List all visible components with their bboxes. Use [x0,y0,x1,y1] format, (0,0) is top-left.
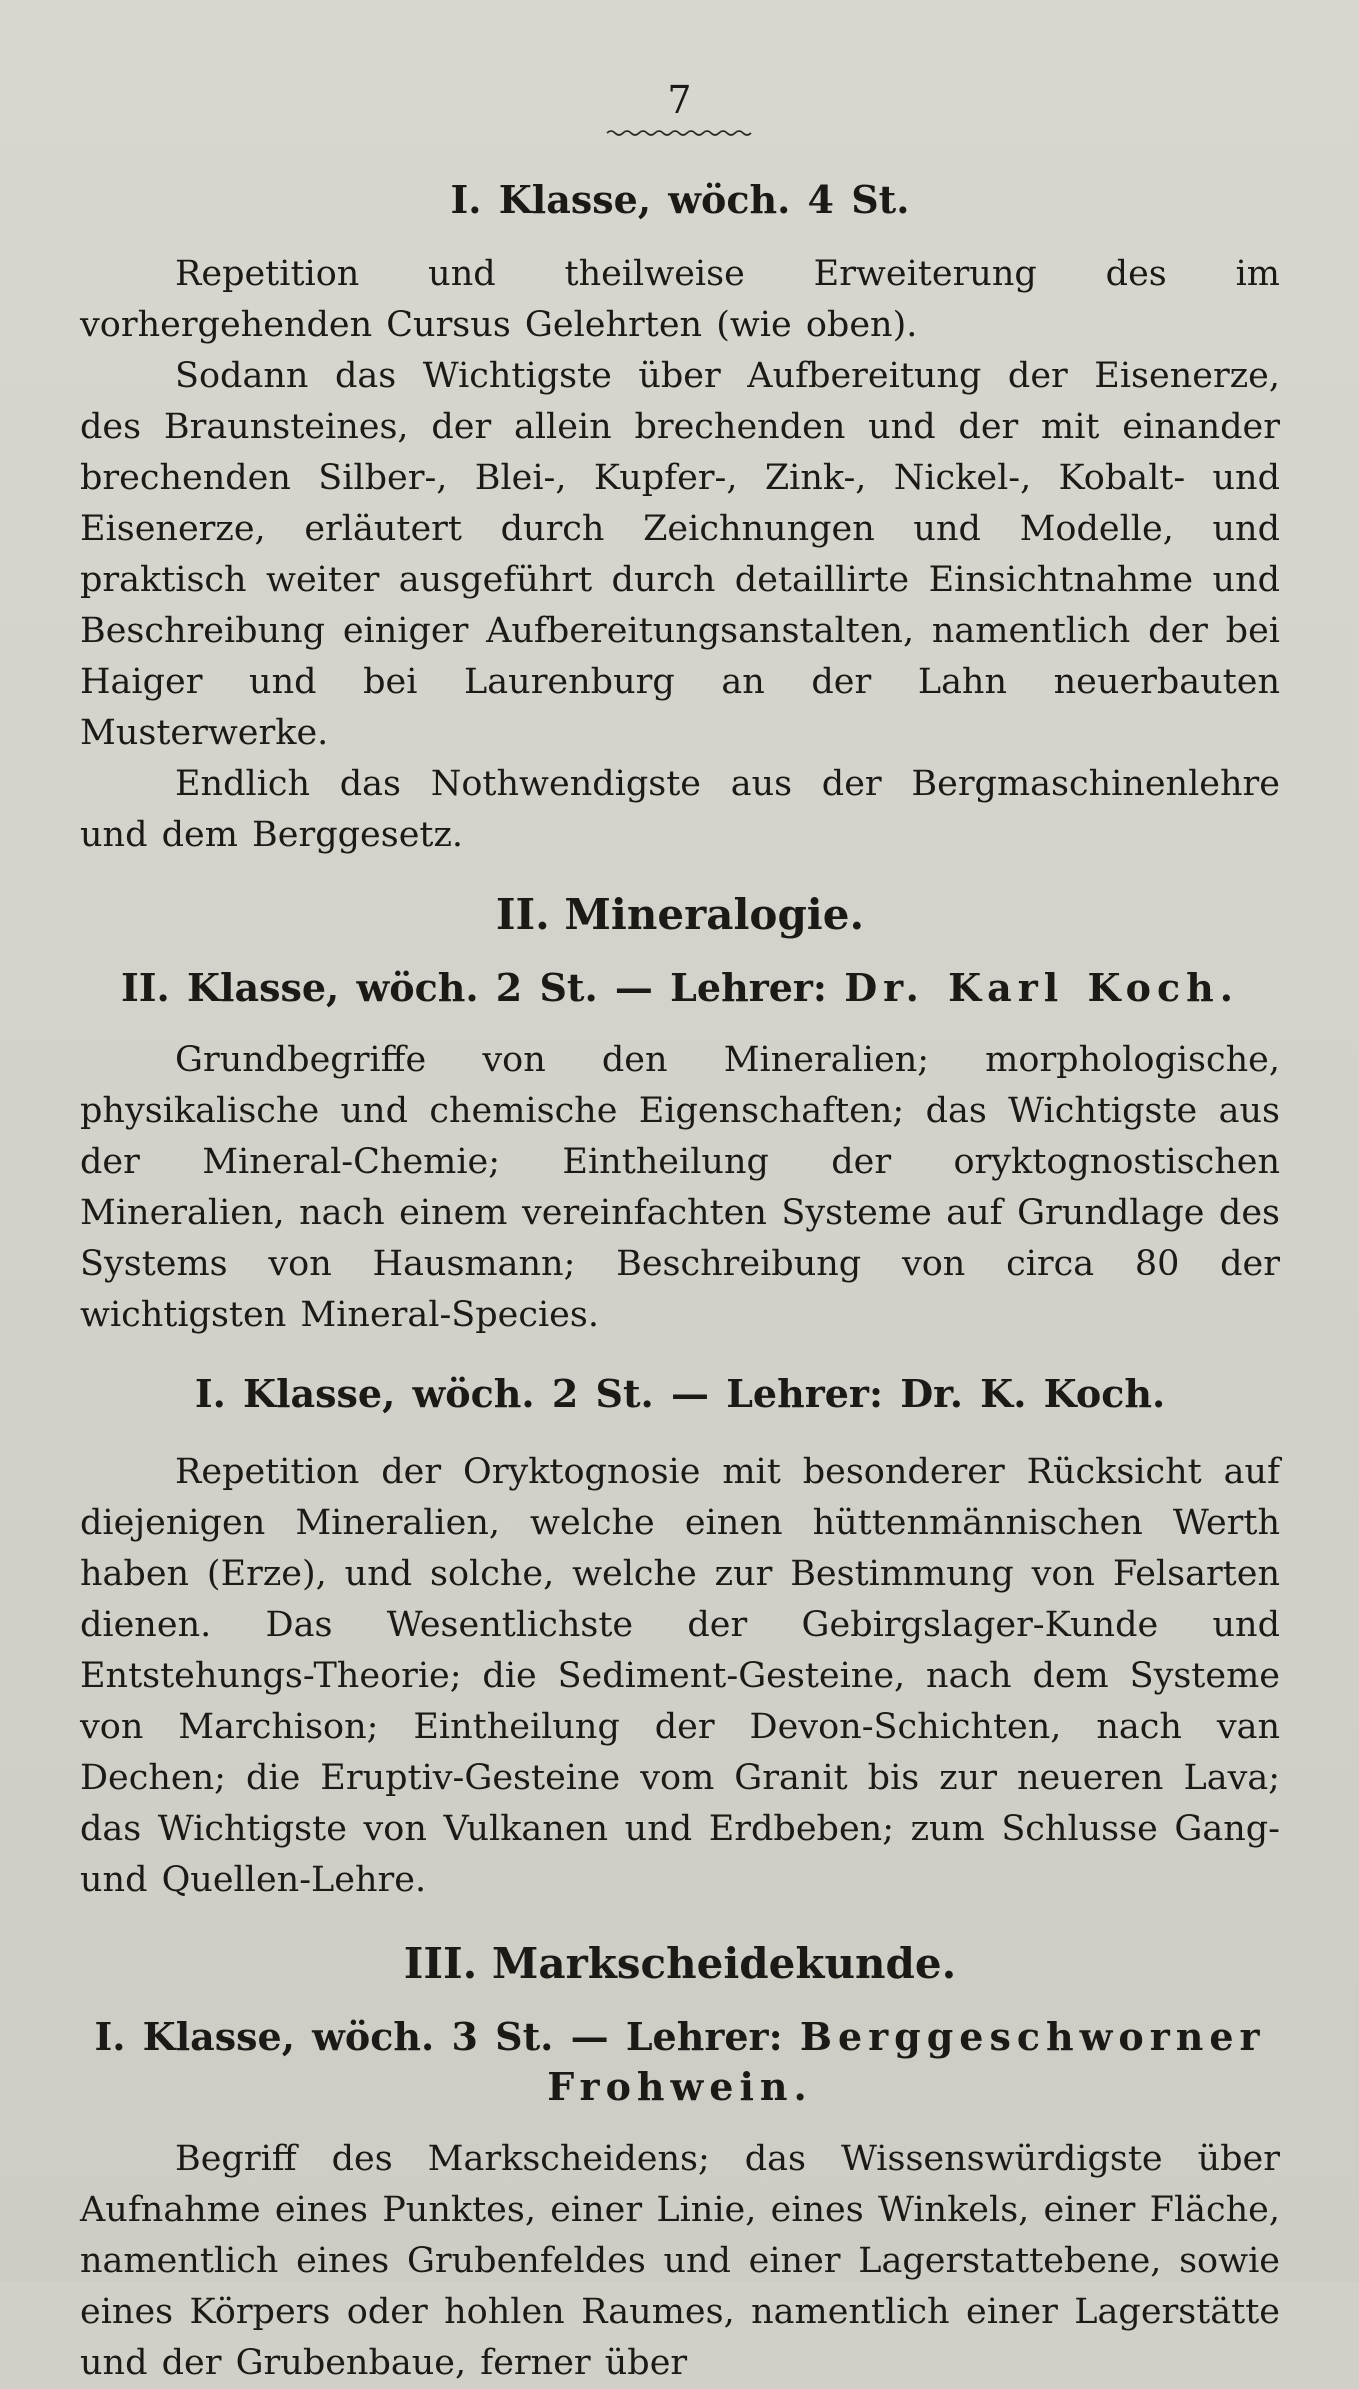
class-heading-prefix: II. Klasse, wöch. 2 St. — [121,965,653,1010]
teacher-name: Dr. Karl Koch. [844,965,1239,1010]
paragraph-oryktognosie: Repetition der Oryktognosie mit besonderer Rücksicht auf diejenigen Mineralien, welche einen hüttenmännischen Werth haben (Erze), und solche, welche zur Bestimmung von Felsarten dienen. Das Wesentlichste der Gebirgslager-Kunde und Entstehungs-Theorie; die Sediment-Gesteine, nach dem Systeme von Marchison; Eintheilung der Devon-Schichten, nach van Dechen; die Eruptiv-Gesteine vom Granit bis zur neueren Lava; das Wichtigste von Vulkanen und Erdbeben; zum Schlusse Gang- und Quellen-Lehre. [80,1452,1280,1900]
teacher-name: Berggeschworner Frohwein. [547,2014,1266,2109]
class-heading-mineralogie-class1 [80,1369,1280,1419]
teacher-label: Lehrer: [625,2014,783,2059]
class-heading-markscheidekunde-class1 [80,2012,1280,2112]
teacher-label: Lehrer: [670,965,827,1010]
teacher-label: Lehrer: [726,1371,883,1416]
teacher-name: Dr. K. Koch. [900,1371,1166,1416]
paragraph-repetition: Repetition und theilweise Erweiterung des im vorhergehenden Cursus Gelehrten (wie oben). [80,254,1280,345]
page-content [80,175,1280,2389]
section-title-mineralogie: II. Mineralogie. [495,890,865,939]
page-header [0,78,1359,138]
ornament-rule-icon [605,128,755,138]
class-heading-mineralogie-class2 [80,963,1280,1013]
paragraph-markscheiden: Begriff des Markscheidens; das Wissenswürdigste über Aufnahme eines Punktes, einer Linie, eines Winkels, einer Fläche, namentlich eines Grubenfeldes und einer Lagerstattebene, sowie eines Körpers oder hohlen Raumes, namentlich einer Lagerstätte und der Grubenbaue, ferner über [80,2139,1280,2383]
paragraph-grundbegriffe: Grundbegriffe von den Mineralien; morphologische, physikalische und chemische Eigenschaften; das Wichtigste aus der Mineral-Chemie; Eintheilung der oryktognostischen Mineralien, nach einem vereinfachten Systeme auf Grundlage des Systems von Hausmann; Beschreibung von circa 80 der wichtigsten Mineral-Species. [80,1040,1280,1335]
paragraph-aufbereitung: Sodann das Wichtigste über Aufbereitung der Eisenerze, des Braunsteines, der allein brechenden und der mit einander brechenden Silber-, Blei-, Kupfer-, Zink-, Nickel-, Kobalt- und Eisenerze, erläutert durch Zeichnungen und Modelle, und praktisch weiter ausgeführt durch detaillirte Einsichtnahme und Beschreibung einiger Aufbereitungsanstalten, namentlich der bei Haiger und bei Laurenburg an der Lahn neuerbauten Musterwerke. [80,356,1280,753]
section-title-markscheidekunde: III. Markscheidekunde. [403,1939,957,1988]
class-heading-prefix: I. Klasse, wöch. 2 St. — [194,1371,709,1416]
class-heading-prefix: I. Klasse, wöch. 3 St. — [94,2014,609,2059]
paragraph-bergmaschinenlehre: Endlich das Nothwendigste aus der Bergmaschinenlehre und dem Berggesetz. [80,764,1280,855]
page-number: 7 [667,78,692,122]
class-heading-mining-class1: I. Klasse, wöch. 4 St. [450,177,910,222]
